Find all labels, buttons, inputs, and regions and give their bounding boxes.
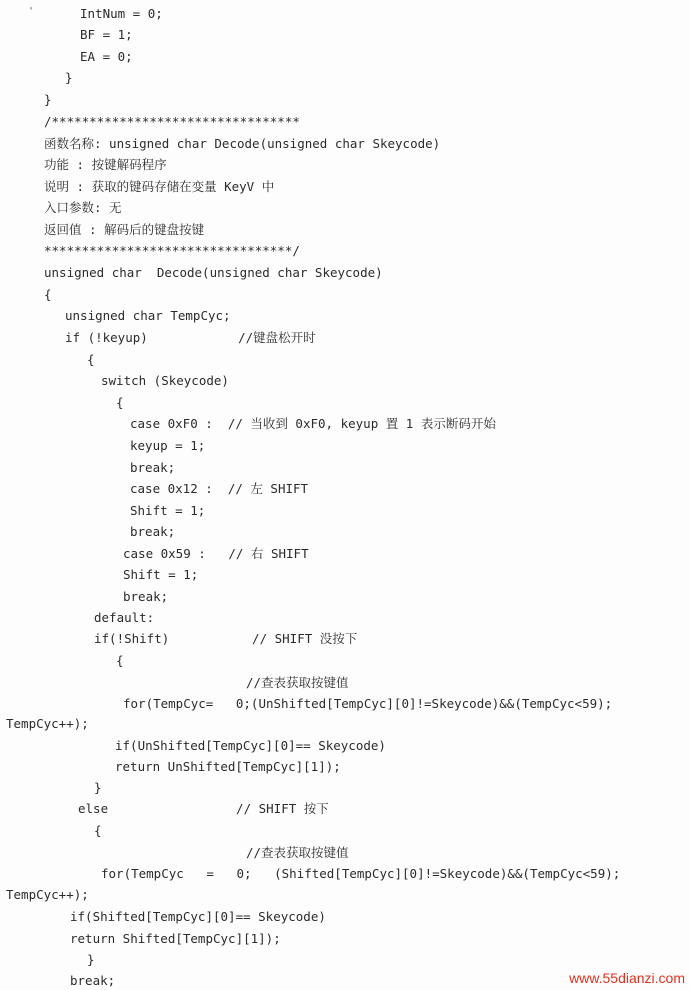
code-line: unsigned char Decode(unsigned char Skeycode) [44,265,383,280]
code-line: { [87,352,95,367]
code-line: BF = 1; [80,27,133,42]
code-line: break; [130,524,176,539]
code-line: EA = 0; [80,49,133,64]
code-line: case 0xF0 : // 当收到 0xF0, keyup 置 1 表示断码开始 [130,416,496,431]
code-line: for(TempCyc= 0;(UnShifted[TempCyc][0]!=Skeycode)&&(TempCyc<59); [123,696,613,711]
code-line: return Shifted[TempCyc][1]); [70,931,281,946]
code-line: 返回值 : 解码后的键盘按键 [44,222,205,237]
code-line: /********************************* [44,114,300,129]
code-line: } [87,952,95,967]
code-line: return UnShifted[TempCyc][1]); [115,759,341,774]
code-line: { [116,395,124,410]
code-line: } [65,70,73,85]
scan-mark: ' [28,6,35,17]
code-line: else // SHIFT 按下 [78,801,329,816]
code-line: TempCyc++); [6,887,89,902]
code-line: Shift = 1; [130,503,206,518]
code-line: //查表获取按键值 [246,845,349,860]
code-line: 入口参数: 无 [44,200,122,215]
code-line: switch (Skeycode) [101,373,229,388]
code-line: case 0x12 : // 左 SHIFT [130,481,309,496]
code-line: } [94,780,102,795]
code-line: if (!keyup) //键盘松开时 [65,330,316,345]
code-line: case 0x59 : // 右 SHIFT [123,546,309,561]
code-line: for(TempCyc = 0; (Shifted[TempCyc][0]!=Skeycode)&&(TempCyc<59); [101,866,621,881]
code-line: IntNum = 0; [80,6,163,21]
code-line: default: [94,610,155,625]
site-watermark: www.55dianzi.com [569,970,685,986]
code-line: 函数名称: unsigned char Decode(unsigned char Skeycode) [44,136,441,151]
code-line: } [44,92,52,107]
code-line: { [116,653,124,668]
code-line: TempCyc++); [6,716,89,731]
code-line: 功能 : 按键解码程序 [44,157,167,172]
code-line: unsigned char TempCyc; [65,308,231,323]
code-line: if(Shifted[TempCyc][0]== Skeycode) [70,909,326,924]
code-line: keyup = 1; [130,438,206,453]
code-line: break; [70,973,116,988]
code-line: *********************************/ [44,243,300,258]
code-line: break; [123,589,169,604]
code-line: //查表获取按键值 [246,675,349,690]
code-line: break; [130,460,176,475]
code-line: { [94,823,102,838]
code-line: { [44,287,52,302]
code-line: if(UnShifted[TempCyc][0]== Skeycode) [115,738,386,753]
code-line: Shift = 1; [123,567,199,582]
code-line: 说明 : 获取的键码存储在变量 KeyV 中 [44,179,275,194]
code-line: if(!Shift) // SHIFT 没按下 [94,631,358,646]
